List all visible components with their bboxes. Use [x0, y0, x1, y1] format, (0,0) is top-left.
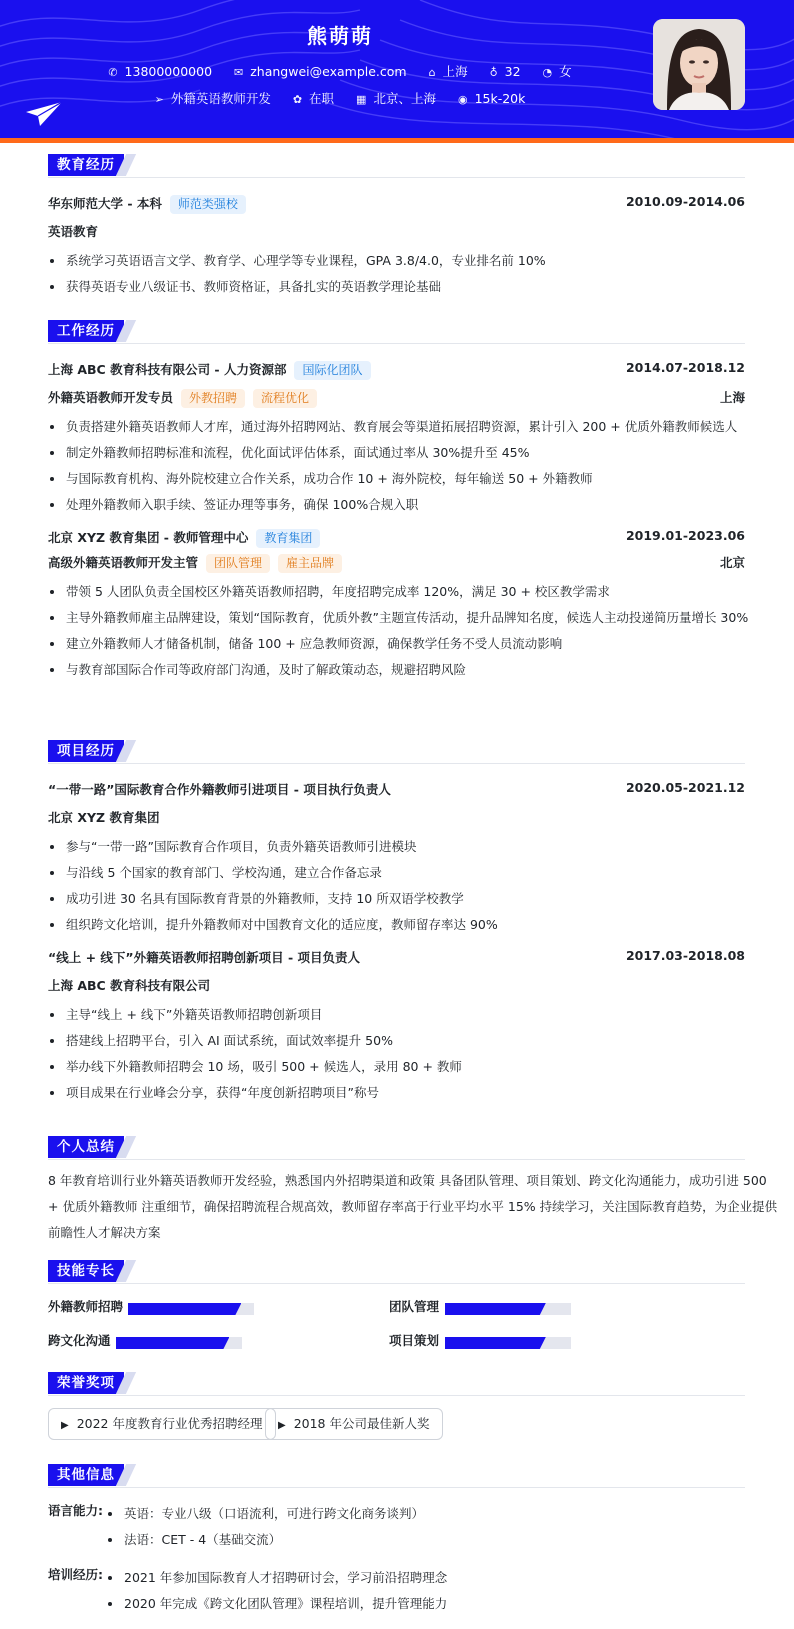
skill-name: 团队管理: [389, 1299, 440, 1314]
section-label: 其他信息: [48, 1464, 124, 1486]
work-location: 北京: [719, 555, 745, 570]
training-list: [106, 1565, 447, 1617]
project-bullets: [48, 1002, 745, 1106]
play-icon: ▶: [278, 1420, 286, 1431]
list-item: 与教育部国际合作司等政府部门沟通，及时了解政策动态，规避招聘风险: [48, 657, 745, 683]
company-tag: 教育集团: [256, 529, 320, 548]
header-accent-line: [0, 138, 794, 143]
role-tag: 流程优化: [253, 389, 317, 408]
phone-icon: ✆: [108, 66, 118, 79]
profile-photo: [653, 19, 745, 110]
phone-item: [108, 64, 212, 79]
school-tag: 师范类强校: [170, 195, 246, 214]
skill-bar-fill: [445, 1337, 546, 1349]
project-name: “一带一路”国际教育合作外籍教师引进项目 - 项目执行负责人: [48, 782, 391, 797]
company-name: 上海 ABC 教育科技有限公司 - 人力资源部: [48, 362, 287, 377]
list-item: 与国际教育机构、海外院校建立合作关系，成功合作 10 + 海外院校，每年输送 50 + 外籍教师: [48, 466, 745, 492]
skill-bar: [116, 1337, 242, 1349]
list-item: 项目成果在行业峰会分享，获得“年度创新招聘项目”称号: [48, 1080, 745, 1106]
school-name: 华东师范大学 - 本科: [48, 196, 162, 211]
summary-section: [48, 1136, 778, 1246]
education-date: 2010.09-2014.06: [625, 194, 745, 209]
status-value: 在职: [309, 91, 335, 106]
other-section: [48, 1464, 745, 1624]
list-item: 组织跨文化培训，提升外籍教师对中国教育文化的适应度，教师留存率达 90%: [48, 912, 745, 938]
project-name: “线上 + 线下”外籍英语教师招聘创新项目 - 项目负责人: [48, 950, 361, 965]
project-section: [48, 740, 745, 1106]
section-label: 个人总结: [48, 1136, 124, 1158]
skill-name: 项目策划: [389, 1333, 440, 1348]
list-item: 成功引进 30 名具有国际教育背景的外籍教师，支持 10 所双语学校教学: [48, 886, 745, 912]
list-item: 负责搭建外籍英语教师人才库，通过海外招聘网站、教育展会等渠道拓展招聘资源，累计引入 200 + 优质外籍教师候选人: [48, 414, 745, 440]
list-item: 主导外籍教师雇主品牌建设，策划“国际教育，优质外教”主题宣传活动，提升品牌知名度，候选人主动投递简历量增长 30%: [48, 605, 745, 631]
work-date: 2014.07-2018.12: [625, 360, 745, 375]
list-item: 与沿线 5 个国家的教育部门、学校沟通，建立合作备忘录: [48, 860, 745, 886]
mail-icon: ✉: [234, 66, 244, 79]
skill-bar: [445, 1337, 571, 1349]
avatar: [653, 19, 745, 110]
project-entry-head: [48, 948, 745, 970]
company-tag: 国际化团队: [294, 361, 370, 380]
skill-name: 外籍教师招聘: [48, 1299, 124, 1314]
skill-item: [48, 1297, 268, 1317]
phone-value: 13800000000: [124, 64, 213, 79]
major-name: 英语教育: [48, 224, 99, 239]
salary-value: 15k-20k: [474, 91, 526, 106]
education-bullets: [48, 248, 745, 300]
honor-badge: [48, 1408, 276, 1440]
list-item: 参与“一带一路”国际教育合作项目，负责外籍英语教师引进模块: [48, 834, 745, 860]
candidate-name: 熊萌萌: [307, 24, 373, 48]
list-item: 2020 年完成《跨文化团队管理》课程培训，提升管理能力: [106, 1591, 447, 1617]
role-tag: 雇主品牌: [278, 554, 342, 573]
resume-header: [0, 0, 794, 138]
list-item: 建立外籍教师人才储备机制，储备 100 + 应急教师资源，确保教学任务不受人员流动影响: [48, 631, 745, 657]
skills-section: [48, 1260, 745, 1352]
cake-icon: ♁: [489, 66, 498, 79]
gender-value: 女: [559, 64, 572, 79]
work-location: 上海: [719, 390, 745, 405]
work-bullets: [48, 579, 749, 683]
skill-bar-fill: [116, 1337, 229, 1349]
work-date: 2019.01-2023.06: [625, 528, 745, 543]
summary-line: + 优质外籍教师 注重细节，确保招聘流程合规高效，教师留存率高于行业平均水平 15% 持续学习，关注国际教育趋势，为企业提供: [48, 1199, 778, 1214]
city-item: [429, 62, 468, 80]
summary-line: 8 年教育培训行业外籍英语教师开发经验，熟悉国内外招聘渠道和政策 具备团队管理、项目策划、跨文化沟通能力，成功引进 500: [48, 1173, 767, 1188]
role-row: [48, 553, 745, 575]
paper-plane-icon: [26, 102, 62, 126]
work-bullets: [48, 414, 745, 518]
education-title: [48, 154, 745, 178]
coin-icon: ◉: [457, 93, 468, 106]
work-title: [48, 320, 745, 344]
summary-title: [48, 1136, 745, 1160]
language-list: [106, 1501, 424, 1553]
skill-bar: [445, 1303, 571, 1315]
list-item: 英语：专业八级（口语流利，可进行跨文化商务谈判）: [106, 1501, 424, 1527]
age-value: 32: [504, 64, 521, 79]
job-item: [155, 89, 271, 107]
work-section: [48, 320, 749, 683]
section-label: 教育经历: [48, 154, 124, 176]
role-tag: 团队管理: [206, 554, 270, 573]
honor-text: 2018 年公司最佳新人奖: [293, 1416, 430, 1431]
honor-text: 2022 年度教育行业优秀招聘经理: [76, 1416, 263, 1431]
gender-item: [543, 62, 572, 80]
age-item: [490, 64, 521, 79]
list-item: 2021 年参加国际教育人才招聘研讨会，学习前沿招聘理念: [106, 1565, 447, 1591]
list-item: 带领 5 人团队负责全国校区外籍英语教师招聘，年度招聘完成率 120%，满足 30 + 校区教学需求: [48, 579, 745, 605]
salary-item: [458, 91, 525, 106]
email-value: zhangwei@example.com: [250, 64, 407, 79]
list-item: 获得英语专业八级证书、教师资格证，具备扎实的英语教学理论基础: [48, 274, 745, 300]
summary-line: 前瞻性人才解决方案: [48, 1225, 161, 1240]
project-org-row: [48, 976, 745, 998]
project-date: 2020.05-2021.12: [625, 780, 745, 795]
project-org: 上海 ABC 教育科技有限公司: [48, 978, 211, 993]
city-value: 上海: [442, 64, 468, 79]
major-row: [48, 222, 745, 244]
project-title: [48, 740, 745, 764]
project-org-row: [48, 808, 745, 830]
role-name: 高级外籍英语教师开发主管: [48, 555, 199, 570]
email-item: [234, 64, 407, 79]
summary-text: [48, 1168, 778, 1246]
target-city-item: [356, 89, 436, 107]
work-entry-head: [48, 360, 745, 382]
work-entry-head: [48, 528, 745, 550]
gender-icon: ◔: [542, 66, 553, 79]
education-section: [48, 154, 745, 300]
company-name: 北京 XYZ 教育集团 - 教师管理中心: [48, 530, 249, 545]
play-icon: ▶: [61, 1420, 69, 1431]
skill-name: 跨文化沟通: [48, 1333, 111, 1348]
job-value: 外籍英语教师开发: [170, 91, 271, 106]
building-icon: ▦: [356, 93, 367, 106]
list-item: 法语：CET - 4（基础交流）: [106, 1527, 424, 1553]
skill-bar-fill: [445, 1303, 546, 1315]
send-icon: ➢: [154, 93, 164, 106]
honors-title: [48, 1372, 745, 1396]
list-item: 处理外籍教师入职手续、签证办理等事务，确保 100%合规入职: [48, 492, 745, 518]
honor-badge: [265, 1408, 443, 1440]
training-label: 培训经历:: [48, 1567, 103, 1582]
role-name: 外籍英语教师开发专员: [48, 390, 174, 405]
project-entry-head: [48, 780, 745, 802]
gear-icon: ✿: [292, 93, 303, 106]
list-item: 系统学习英语语言文学、教育学、心理学等专业课程，GPA 3.8/4.0，专业排名前 10%: [48, 248, 745, 274]
list-item: 搭建线上招聘平台，引入 AI 面试系统，面试效率提升 50%: [48, 1028, 745, 1054]
skill-bar-fill: [128, 1303, 241, 1315]
target-city-value: 北京、上海: [373, 91, 436, 106]
skills-title: [48, 1260, 745, 1284]
language-label: 语言能力:: [48, 1503, 103, 1518]
home-icon: ⌂: [428, 66, 436, 79]
role-row: [48, 388, 745, 410]
project-org: 北京 XYZ 教育集团: [48, 810, 160, 825]
list-item: 制定外籍教师招聘标准和流程，优化面试评估体系，面试通过率从 30%提升至 45%: [48, 440, 745, 466]
skill-item: [389, 1297, 589, 1317]
other-title: [48, 1464, 745, 1488]
section-label: 荣誉奖项: [48, 1372, 124, 1394]
status-item: [293, 89, 334, 107]
project-bullets: [48, 834, 745, 938]
role-tag: 外教招聘: [181, 389, 245, 408]
list-item: 举办线下外籍教师招聘会 10 场，吸引 500 + 候选人，录用 80 + 教师: [48, 1054, 745, 1080]
skill-item: [48, 1331, 268, 1351]
skill-bar: [128, 1303, 254, 1315]
list-item: 主导“线上 + 线下”外籍英语教师招聘创新项目: [48, 1002, 745, 1028]
skill-item: [389, 1331, 589, 1351]
contact-row: [0, 62, 680, 80]
section-label: 技能专长: [48, 1260, 124, 1282]
project-date: 2017.03-2018.08: [625, 948, 745, 963]
section-label: 工作经历: [48, 320, 124, 342]
education-entry-head: [48, 194, 745, 216]
section-label: 项目经历: [48, 740, 124, 762]
intent-row: [0, 89, 680, 107]
honors-section: [48, 1372, 745, 1446]
